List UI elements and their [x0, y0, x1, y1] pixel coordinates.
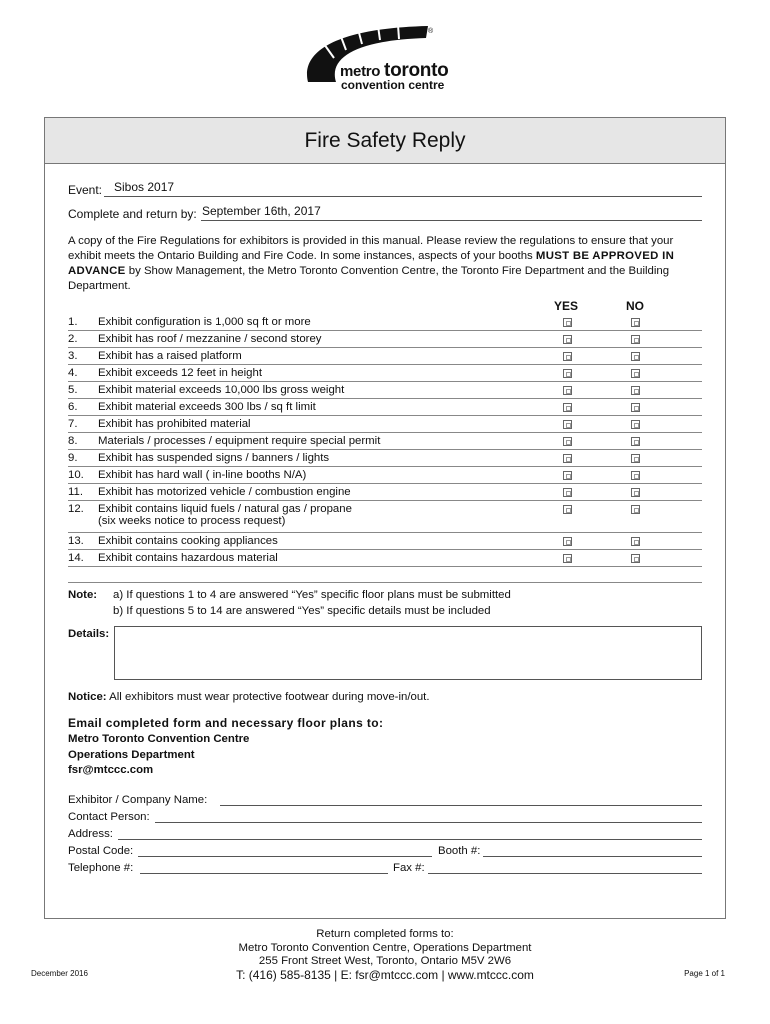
- no-checkbox[interactable]: [631, 437, 640, 446]
- question-number: 13.: [68, 535, 84, 547]
- question-number: 6.: [68, 401, 78, 413]
- question-text: Exhibit has prohibited material: [98, 418, 251, 430]
- notice-line: [68, 691, 430, 703]
- contact-email: fsr@mtccc.com: [68, 764, 154, 776]
- booth-field[interactable]: [483, 856, 702, 857]
- phone-fax-row: [68, 858, 702, 875]
- question-row: [68, 416, 702, 433]
- note-label: Note:: [68, 589, 98, 601]
- event-label: Event:: [68, 183, 103, 197]
- question-row: [68, 314, 702, 331]
- yes-checkbox[interactable]: [563, 386, 572, 395]
- no-checkbox[interactable]: [631, 454, 640, 463]
- notice-text: All exhibitors must wear protective footwear during move-in/out.: [106, 691, 430, 703]
- footer-contact: T: (416) 585-8135 | E: fsr@mtccc.com | www.mtccc.com: [236, 967, 534, 982]
- event-field[interactable]: [104, 179, 702, 197]
- details-label: Details:: [68, 628, 110, 640]
- question-text: Exhibit material exceeds 10,000 lbs gross weight: [98, 384, 345, 396]
- question-row: [68, 533, 702, 550]
- yes-checkbox[interactable]: [563, 537, 572, 546]
- question-row: [68, 348, 702, 365]
- question-row: [68, 433, 702, 450]
- footer-line-3: 255 Front Street West, Toronto, Ontario M5V 2W6: [258, 955, 512, 967]
- page-number: Page 1 of 1: [684, 969, 725, 978]
- no-checkbox[interactable]: [631, 369, 640, 378]
- no-checkbox[interactable]: [631, 420, 640, 429]
- yes-checkbox[interactable]: [563, 318, 572, 327]
- yes-checkbox[interactable]: [563, 505, 572, 514]
- no-checkbox[interactable]: [631, 403, 640, 412]
- question-row: [68, 399, 702, 416]
- contact-row: [68, 807, 702, 824]
- question-number: 3.: [68, 350, 78, 362]
- yes-column-header: YES: [554, 299, 579, 313]
- question-text: Exhibit has hard wall ( in-line booths N/A): [98, 469, 307, 481]
- no-checkbox[interactable]: [631, 488, 640, 497]
- return-by-label: Complete and return by:: [68, 207, 197, 221]
- question-text: Exhibit contains cooking appliances: [98, 535, 278, 547]
- form-title: Fire Safety Reply: [45, 118, 725, 164]
- contact-block: [68, 732, 249, 779]
- contact-line: Metro Toronto Convention Centre: [68, 733, 250, 745]
- footer-line-1: Return completed forms to:: [316, 928, 454, 940]
- no-checkbox[interactable]: [631, 554, 640, 563]
- question-number: 10.: [68, 469, 84, 481]
- question-number: 5.: [68, 384, 78, 396]
- question-number: 8.: [68, 435, 78, 447]
- question-number: 4.: [68, 367, 78, 379]
- yes-checkbox[interactable]: [563, 335, 572, 344]
- question-row: [68, 467, 702, 484]
- intro-paragraph: [68, 234, 702, 294]
- postal-field[interactable]: [138, 856, 432, 857]
- no-checkbox[interactable]: [631, 386, 640, 395]
- question-list: [68, 314, 702, 567]
- question-text-line: (six weeks notice to process request): [98, 515, 286, 527]
- yes-checkbox[interactable]: [563, 454, 572, 463]
- booth-label: Booth #:: [438, 845, 481, 857]
- note-b: b) If questions 5 to 14 are answered “Yes” specific details must be included: [113, 605, 491, 617]
- note-a: a) If questions 1 to 4 are answered “Yes” specific floor plans must be submitted: [113, 589, 511, 601]
- yes-checkbox[interactable]: [563, 437, 572, 446]
- question-number: 12.: [68, 503, 84, 515]
- no-column-header: NO: [626, 299, 644, 313]
- details-textarea[interactable]: [114, 626, 702, 680]
- postal-booth-row: [68, 841, 702, 858]
- intro-bold: MUST BE APPROVED IN ADVANCE: [68, 250, 675, 277]
- question-text-line: Exhibit contains liquid fuels / natural gas / propane: [98, 503, 352, 515]
- question-text: Exhibit configuration is 1,000 sq ft or more: [98, 316, 311, 328]
- yes-checkbox[interactable]: [563, 488, 572, 497]
- logo-line-2: convention centre: [341, 78, 445, 92]
- intro-text-2: by Show Management, the Metro Toronto Convention Centre, the Toronto Fire Department and the Building Department.: [68, 265, 670, 292]
- question-number: 7.: [68, 418, 78, 430]
- telephone-label: Telephone #:: [68, 862, 134, 874]
- yes-checkbox[interactable]: [563, 369, 572, 378]
- question-row: [68, 501, 702, 533]
- no-checkbox[interactable]: [631, 335, 640, 344]
- address-label: Address:: [68, 828, 113, 840]
- question-row: [68, 550, 702, 567]
- question-row: [68, 331, 702, 348]
- mtcc-logo: [300, 20, 480, 92]
- question-row: [68, 484, 702, 501]
- logo-metro: metro: [340, 63, 385, 80]
- question-text: Exhibit has motorized vehicle / combustion engine: [98, 486, 351, 498]
- question-row: [68, 382, 702, 399]
- contact-line: Operations Department: [68, 748, 195, 761]
- contact-label: Contact Person:: [68, 811, 150, 823]
- return-by-value: September 16th, 2017: [202, 204, 321, 218]
- question-row: [68, 450, 702, 467]
- no-checkbox[interactable]: [631, 505, 640, 514]
- yes-checkbox[interactable]: [563, 352, 572, 361]
- note-block: [68, 582, 702, 619]
- notice-label: Notice:: [68, 691, 107, 703]
- email-heading: Email completed form and necessary floor plans to:: [68, 716, 384, 730]
- question-text: Exhibit has roof / mezzanine / second storey: [98, 333, 322, 345]
- address-field[interactable]: [118, 839, 702, 840]
- no-checkbox[interactable]: [631, 537, 640, 546]
- yes-checkbox[interactable]: [563, 554, 572, 563]
- yes-checkbox[interactable]: [563, 420, 572, 429]
- question-text: Exhibit material exceeds 300 lbs / sq ft limit: [98, 401, 316, 413]
- question-text: Exhibit exceeds 12 feet in height: [98, 367, 263, 379]
- contact-field[interactable]: [155, 822, 702, 823]
- question-number: 1.: [68, 316, 78, 328]
- question-number: 11.: [68, 486, 83, 498]
- registered-mark: ®: [428, 28, 434, 35]
- form-frame: [44, 117, 726, 919]
- yes-checkbox[interactable]: [563, 403, 572, 412]
- question-number: 2.: [68, 333, 78, 345]
- footer-date: December 2016: [31, 969, 88, 978]
- telephone-field[interactable]: [140, 873, 388, 874]
- question-text: [98, 503, 352, 527]
- event-row: [68, 179, 702, 197]
- postal-label: Postal Code:: [68, 845, 134, 857]
- no-checkbox[interactable]: [631, 471, 640, 480]
- return-by-row: [68, 203, 702, 221]
- question-number: 9.: [68, 452, 78, 464]
- question-row: [68, 365, 702, 382]
- question-text: Exhibit has suspended signs / banners / lights: [98, 452, 330, 464]
- address-row: [68, 824, 702, 841]
- fax-label: Fax #:: [393, 862, 425, 874]
- company-row: [68, 790, 702, 807]
- no-checkbox[interactable]: [631, 352, 640, 361]
- event-value: Sibos 2017: [114, 180, 175, 194]
- question-text: Materials / processes / equipment require special permit: [98, 435, 381, 447]
- footer-line-2: Metro Toronto Convention Centre, Operations Department: [238, 941, 532, 954]
- question-number: 14.: [68, 552, 84, 564]
- yes-checkbox[interactable]: [563, 471, 572, 480]
- footer: [0, 928, 770, 982]
- company-field[interactable]: [220, 805, 702, 806]
- fax-field[interactable]: [428, 873, 702, 874]
- exhibitor-fields: [68, 790, 702, 875]
- logo-toronto: toronto: [384, 60, 449, 81]
- no-checkbox[interactable]: [631, 318, 640, 327]
- question-text: Exhibit contains hazardous material: [98, 552, 278, 564]
- intro-text-1: A copy of the Fire Regulations for exhibitors is provided in this manual. Please review the regulations to ensure that your exhibit meets the Ontario Building and Fire Code. In some instances, aspects of your booths: [68, 235, 674, 262]
- company-label: Exhibitor / Company Name:: [68, 794, 208, 806]
- question-text: Exhibit has a raised platform: [98, 350, 242, 362]
